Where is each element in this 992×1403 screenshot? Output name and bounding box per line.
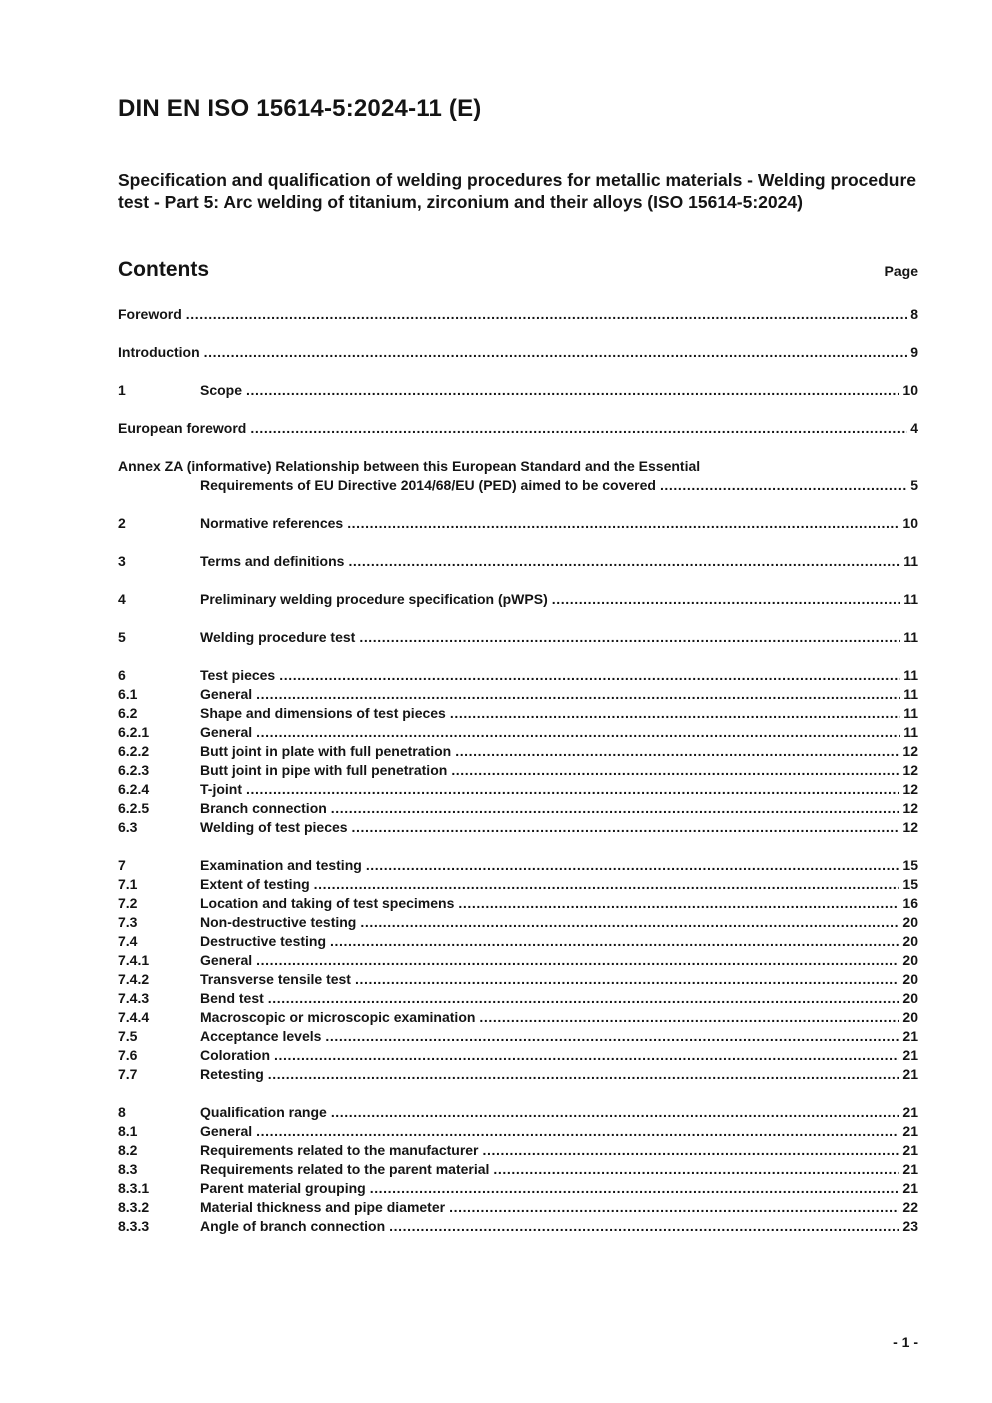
toc-dot-leader <box>660 476 907 495</box>
table-of-contents <box>118 305 918 1236</box>
toc-dot-leader <box>359 628 900 647</box>
toc-entry-page: 21 <box>902 1142 918 1158</box>
toc-entry <box>118 343 918 362</box>
toc-entry-title: Parent material grouping <box>200 1180 366 1196</box>
toc-entry <box>118 1198 918 1217</box>
toc-entry-page: 15 <box>902 876 918 892</box>
toc-entry-title: Location and taking of test specimens <box>200 895 455 911</box>
toc-dot-leader <box>204 343 908 362</box>
toc-entry-title: Non-destructive testing <box>200 914 357 930</box>
toc-dot-leader <box>331 799 900 818</box>
toc-dot-leader <box>493 1160 899 1179</box>
toc-entry-page: 15 <box>902 857 918 873</box>
toc-entry-title: Acceptance levels <box>200 1028 322 1044</box>
toc-entry-number: 7.4.3 <box>118 990 150 1006</box>
toc-entry-number: 6.2 <box>118 705 138 721</box>
toc-entry-row <box>118 1217 918 1236</box>
toc-entry-row <box>118 894 918 913</box>
toc-entry-page: 12 <box>902 819 918 835</box>
toc-entry-row <box>118 514 918 533</box>
toc-entry-row <box>118 552 918 571</box>
document-title: Specification and qualification of welding procedures for metallic materials - Welding procedure test - Part 5: Arc welding of titanium, zirconium and their alloys (ISO 15614-5:2024) <box>118 170 917 212</box>
toc-entry <box>118 381 918 400</box>
toc-entry <box>118 457 918 495</box>
toc-entry <box>118 419 918 438</box>
toc-entry-row <box>118 704 918 723</box>
toc-entry-row <box>118 951 918 970</box>
toc-entry-row <box>118 1103 918 1122</box>
toc-entry-title: Terms and definitions <box>200 553 345 569</box>
toc-entry-number: 3 <box>118 553 126 569</box>
toc-dot-leader <box>331 1103 900 1122</box>
toc-entry <box>118 723 918 742</box>
toc-entry <box>118 1179 918 1198</box>
toc-dot-leader <box>455 742 899 761</box>
toc-entry <box>118 1141 918 1160</box>
toc-entry-page: 21 <box>902 1180 918 1196</box>
toc-entry-title: Coloration <box>200 1047 270 1063</box>
toc-entry <box>118 1027 918 1046</box>
toc-entry-title: Examination and testing <box>200 857 362 873</box>
toc-entry-page: 11 <box>903 667 918 683</box>
toc-entry-number: 6 <box>118 667 126 683</box>
toc-entry-number: 7.4.4 <box>118 1009 150 1025</box>
toc-entry-page: 4 <box>910 420 918 436</box>
toc-entry-title: Qualification range <box>200 1104 327 1120</box>
toc-entry-title: Angle of branch connection <box>200 1218 386 1234</box>
toc-entry-title: Macroscopic or microscopic examination <box>200 1009 476 1025</box>
toc-entry-number: 7.3 <box>118 914 138 930</box>
toc-entry-number: 7.4.2 <box>118 971 150 987</box>
toc-entry-row <box>118 780 918 799</box>
toc-entry-title: Foreword <box>118 306 182 322</box>
toc-entry-number: 6.1 <box>118 686 138 702</box>
toc-entry <box>118 514 918 533</box>
toc-dot-leader <box>330 932 899 951</box>
toc-entry-title: Preliminary welding procedure specification (pWPS) <box>200 591 548 607</box>
toc-entry-page: 11 <box>903 591 918 607</box>
toc-entry <box>118 1008 918 1027</box>
toc-entry-page: 21 <box>902 1047 918 1063</box>
toc-entry-title: European foreword <box>118 420 247 436</box>
toc-entry-number: 6.3 <box>118 819 138 835</box>
toc-entry-page: 23 <box>902 1218 918 1234</box>
toc-entry <box>118 989 918 1008</box>
toc-entry-row <box>118 761 918 780</box>
toc-entry-page: 11 <box>903 686 918 702</box>
toc-entry-page: 21 <box>902 1161 918 1177</box>
toc-entry-number: 8.2 <box>118 1142 138 1158</box>
toc-entry-title: General <box>200 686 253 702</box>
toc-entry-title: Butt joint in plate with full penetration <box>200 743 452 759</box>
toc-entry-row <box>118 343 918 362</box>
toc-entry <box>118 875 918 894</box>
toc-entry-row <box>118 989 918 1008</box>
toc-entry-number: 8.3.3 <box>118 1218 150 1234</box>
toc-entry-row <box>118 1198 918 1217</box>
toc-entry-page: 21 <box>902 1028 918 1044</box>
toc-entry <box>118 818 918 837</box>
toc-entry-title: Scope <box>200 382 243 398</box>
toc-entry-page: 16 <box>902 895 918 911</box>
toc-dot-leader <box>268 1065 900 1084</box>
toc-entry-page: 11 <box>903 553 918 569</box>
toc-entry <box>118 913 918 932</box>
toc-entry-number: 6.2.3 <box>118 762 150 778</box>
toc-entry-row <box>118 476 918 495</box>
toc-entry-row <box>118 1179 918 1198</box>
toc-entry <box>118 894 918 913</box>
toc-entry <box>118 742 918 761</box>
document-number-heading: DIN EN ISO 15614-5:2024-11 (E) <box>118 95 482 122</box>
toc-entry <box>118 761 918 780</box>
toc-entry-row <box>118 932 918 951</box>
toc-entry <box>118 799 918 818</box>
toc-entry-row <box>118 1160 918 1179</box>
toc-entry-row <box>118 419 918 438</box>
toc-entry-row <box>118 305 918 324</box>
toc-entry-row <box>118 970 918 989</box>
toc-dot-leader <box>352 818 900 837</box>
toc-entry-title: Destructive testing <box>200 933 327 949</box>
toc-entry-row <box>118 1065 918 1084</box>
toc-dot-leader <box>279 666 900 685</box>
toc-entry-row <box>118 875 918 894</box>
toc-entry-row <box>118 1122 918 1141</box>
toc-entry-number: 7.2 <box>118 895 138 911</box>
toc-dot-leader <box>256 951 899 970</box>
toc-entry-number: 7.7 <box>118 1066 138 1082</box>
toc-entry-number: 8.3.1 <box>118 1180 150 1196</box>
toc-entry-title: Transverse tensile test <box>200 971 351 987</box>
toc-entry-row <box>118 856 918 875</box>
toc-entry-page: 20 <box>902 952 918 968</box>
toc-entry-title: T-joint <box>200 781 242 797</box>
contents-header-row <box>118 258 918 282</box>
toc-entry-row <box>118 590 918 609</box>
toc-dot-leader <box>451 761 899 780</box>
toc-dot-leader <box>458 894 899 913</box>
toc-entry-title: Welding of test pieces <box>200 819 348 835</box>
toc-entry-row <box>118 685 918 704</box>
toc-entry-page: 20 <box>902 933 918 949</box>
toc-entry-number: 2 <box>118 515 126 531</box>
toc-entry <box>118 1103 918 1122</box>
toc-entry-number: 7.4 <box>118 933 138 949</box>
toc-entry-page: 11 <box>903 705 918 721</box>
toc-entry-title: Bend test <box>200 990 264 1006</box>
toc-entry-title: Retesting <box>200 1066 264 1082</box>
toc-entry-row <box>118 742 918 761</box>
toc-dot-leader <box>370 1179 900 1198</box>
toc-entry <box>118 1122 918 1141</box>
toc-entry <box>118 951 918 970</box>
toc-entry <box>118 305 918 324</box>
toc-entry-row <box>118 628 918 647</box>
toc-entry-row <box>118 913 918 932</box>
toc-entry <box>118 1046 918 1065</box>
toc-entry <box>118 685 918 704</box>
toc-entry-number: 8.3.2 <box>118 1199 150 1215</box>
toc-entry-page: 12 <box>902 781 918 797</box>
toc-entry-page: 21 <box>902 1104 918 1120</box>
toc-entry-number: 8.1 <box>118 1123 138 1139</box>
toc-entry-page: 8 <box>910 306 918 322</box>
toc-entry-page: 11 <box>903 724 918 740</box>
toc-entry-title: Requirements related to the parent material <box>200 1161 490 1177</box>
toc-entry-page: 11 <box>903 629 918 645</box>
toc-entry-page: 5 <box>910 477 918 493</box>
toc-entry-page: 22 <box>902 1199 918 1215</box>
toc-entry-row <box>118 1141 918 1160</box>
toc-entry <box>118 628 918 647</box>
toc-entry-row <box>118 666 918 685</box>
toc-entry-number: 8.3 <box>118 1161 138 1177</box>
toc-dot-leader <box>449 1198 899 1217</box>
toc-dot-leader <box>355 970 899 989</box>
toc-entry-first-line: Annex ZA (informative) Relationship between this European Standard and the Essential <box>118 458 701 474</box>
toc-dot-leader <box>347 514 899 533</box>
toc-dot-leader <box>479 1008 899 1027</box>
toc-entry <box>118 970 918 989</box>
toc-dot-leader <box>246 780 899 799</box>
toc-entry-page: 9 <box>910 344 918 360</box>
toc-dot-leader <box>314 875 900 894</box>
toc-entry-title: Material thickness and pipe diameter <box>200 1199 446 1215</box>
toc-entry <box>118 704 918 723</box>
toc-entry-title: Shape and dimensions of test pieces <box>200 705 446 721</box>
toc-entry-number: 4 <box>118 591 126 607</box>
toc-entry-page: 12 <box>902 743 918 759</box>
toc-entry-page: 20 <box>902 971 918 987</box>
toc-entry-title: Requirements related to the manufacturer <box>200 1142 479 1158</box>
toc-entry-number: 8 <box>118 1104 126 1120</box>
toc-entry-page: 20 <box>902 1009 918 1025</box>
toc-entry <box>118 1065 918 1084</box>
toc-dot-leader <box>274 1046 899 1065</box>
page-number-footer: - 1 - <box>893 1334 918 1350</box>
toc-dot-leader <box>389 1217 899 1236</box>
toc-dot-leader <box>246 381 899 400</box>
toc-entry-title: Test pieces <box>200 667 276 683</box>
toc-entry-title: Branch connection <box>200 800 327 816</box>
toc-entry-number: 6.2.1 <box>118 724 150 740</box>
toc-entry-page: 12 <box>902 800 918 816</box>
toc-dot-leader <box>348 552 900 571</box>
toc-entry-page: 20 <box>902 990 918 1006</box>
toc-dot-leader <box>250 419 907 438</box>
toc-entry-page: 20 <box>902 914 918 930</box>
toc-entry <box>118 1217 918 1236</box>
toc-dot-leader <box>268 989 900 1008</box>
toc-entry-page: 12 <box>902 762 918 778</box>
toc-entry <box>118 590 918 609</box>
toc-dot-leader <box>256 1122 899 1141</box>
toc-entry-number: 6.2.5 <box>118 800 150 816</box>
toc-entry-row <box>118 1027 918 1046</box>
toc-dot-leader <box>450 704 900 723</box>
page-column-label: Page <box>884 263 918 279</box>
toc-dot-leader <box>186 305 907 324</box>
contents-heading: Contents <box>118 258 209 281</box>
toc-entry-row <box>118 1046 918 1065</box>
toc-entry <box>118 1160 918 1179</box>
toc-entry-title: Butt joint in pipe with full penetration <box>200 762 448 778</box>
toc-entry-page: 21 <box>902 1066 918 1082</box>
toc-entry-title: General <box>200 1123 253 1139</box>
toc-dot-leader <box>366 856 900 875</box>
toc-entry-number: 7.4.1 <box>118 952 150 968</box>
toc-dot-leader <box>256 685 900 704</box>
toc-entry-row <box>118 723 918 742</box>
toc-entry-number: 6.2.2 <box>118 743 150 759</box>
toc-entry-number: 7.5 <box>118 1028 138 1044</box>
toc-entry-title: Requirements of EU Directive 2014/68/EU (PED) aimed to be covered <box>200 477 656 493</box>
toc-entry-number: 5 <box>118 629 126 645</box>
toc-dot-leader <box>483 1141 900 1160</box>
toc-entry-title: Normative references <box>200 515 344 531</box>
toc-entry-number: 6.2.4 <box>118 781 150 797</box>
toc-dot-leader <box>256 723 900 742</box>
toc-entry-title: General <box>200 952 253 968</box>
toc-entry-number: 7 <box>118 857 126 873</box>
toc-entry-row <box>118 799 918 818</box>
toc-entry-number: 7.1 <box>118 876 138 892</box>
toc-entry-row <box>118 381 918 400</box>
toc-entry-page: 21 <box>902 1123 918 1139</box>
toc-entry-row <box>118 1008 918 1027</box>
toc-entry-row <box>118 818 918 837</box>
toc-entry <box>118 856 918 875</box>
toc-entry-title: General <box>200 724 253 740</box>
toc-entry <box>118 780 918 799</box>
toc-dot-leader <box>552 590 900 609</box>
toc-dot-leader <box>360 913 899 932</box>
toc-entry-number: 7.6 <box>118 1047 138 1063</box>
toc-entry-page: 10 <box>902 382 918 398</box>
toc-entry-number: 1 <box>118 382 126 398</box>
toc-entry <box>118 932 918 951</box>
toc-entry-title: Introduction <box>118 344 200 360</box>
toc-entry-page: 10 <box>902 515 918 531</box>
toc-entry-title: Welding procedure test <box>200 629 356 645</box>
toc-entry-title: Extent of testing <box>200 876 310 892</box>
toc-entry <box>118 552 918 571</box>
toc-dot-leader <box>325 1027 899 1046</box>
toc-entry <box>118 666 918 685</box>
